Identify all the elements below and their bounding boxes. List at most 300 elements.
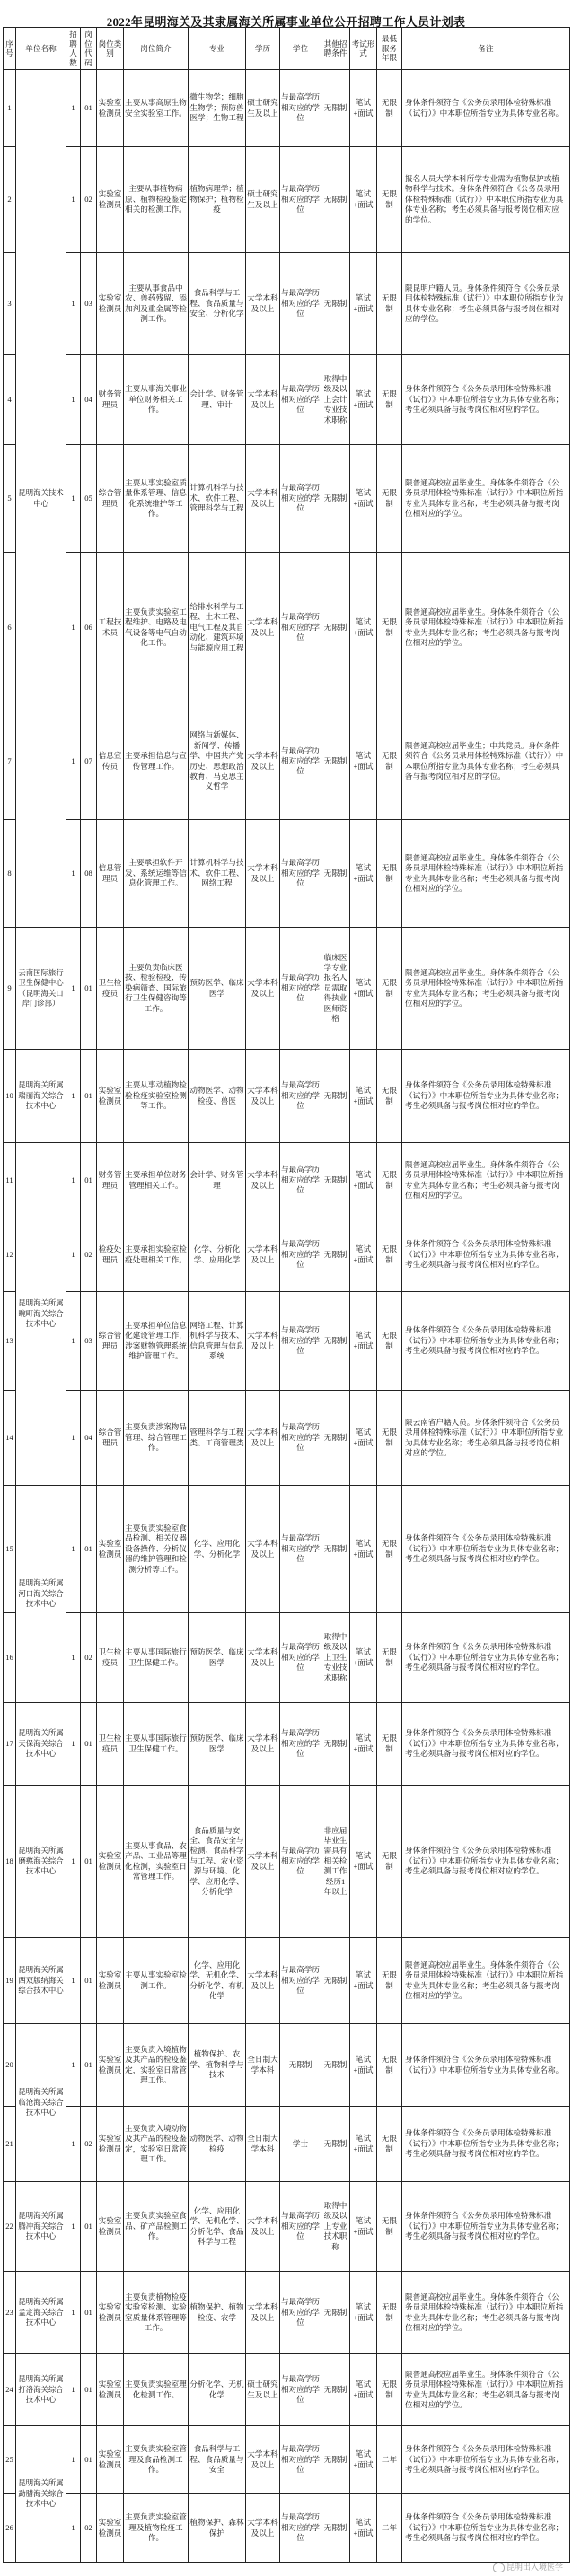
cell-intro: 主要承担信息与宣传管理工作。 xyxy=(124,703,189,820)
cell-note: 身体条件须符合《公务员录用体检特殊标准（试行）》中本职位所指专业为具体专业名称；考生必须具备与报考岗位相对应的学位。 xyxy=(402,1050,570,1143)
cell-count: 1 xyxy=(66,2107,81,2182)
cell-years: 无限制 xyxy=(377,820,402,928)
cell-count: 1 xyxy=(66,2354,81,2426)
cell-type: 实验室检测员 xyxy=(97,2107,124,2182)
cell-no: 2 xyxy=(4,147,16,253)
cell-exam: 笔试+面试 xyxy=(350,553,377,703)
cell-note: 身体条件须符合《公务员录用体检特殊标准（试行）》中本职位所指专业为具体专业名称；考生必须具备与报考岗位相对应的学位。 xyxy=(402,1218,570,1292)
wechat-logo-icon xyxy=(493,2563,505,2572)
cell-unit: 昆明海关所属孟定海关综合技术中心 xyxy=(16,2272,66,2354)
cell-note: 身体条件须符合《公务员录用体检特殊标准（试行）》中本职位所指专业为具体专业名称。 xyxy=(402,2024,570,2107)
cell-years: 无限制 xyxy=(377,2182,402,2272)
cell-count: 1 xyxy=(66,1938,81,2024)
cell-type: 实验室检测员 xyxy=(97,2494,124,2563)
cell-count: 1 xyxy=(66,553,81,703)
cell-other: 无限制 xyxy=(321,70,350,147)
cell-unit: 昆明海关所属打洛海关综合技术中心 xyxy=(16,2354,66,2426)
table-row xyxy=(4,1613,570,1703)
cell-note: 限云南省户籍人员。身体条件须符合《公务员录用体检特殊标准（试行）》中本职位所指专业为具体专业名称；考生必须具备与报考岗位相对应的学位。 xyxy=(402,1391,570,1486)
table-row xyxy=(4,1938,570,2024)
cell-edu: 全日制大学本科 xyxy=(246,2024,280,2107)
cell-edu: 全日制大学本科 xyxy=(246,2107,280,2182)
cell-exam: 笔试+面试 xyxy=(350,2272,377,2354)
cell-count: 1 xyxy=(66,2024,81,2107)
cell-count: 1 xyxy=(66,928,81,1050)
cell-other: 取得中级及以上专业技术职称 xyxy=(321,2182,350,2272)
cell-exam: 笔试+面试 xyxy=(350,147,377,253)
table-row xyxy=(4,445,570,553)
cell-other: 无限制 xyxy=(321,820,350,928)
table-row xyxy=(4,1391,570,1486)
cell-years: 无限制 xyxy=(377,1050,402,1143)
header-years: 最低服务年限 xyxy=(377,28,402,70)
cell-count: 1 xyxy=(66,1050,81,1143)
cell-code: 01 xyxy=(81,1703,97,1786)
cell-no: 3 xyxy=(4,253,16,355)
cell-unit: 昆明海关所属磨憨海关综合技术中心 xyxy=(16,1786,66,1938)
table-header-row xyxy=(4,28,570,70)
cell-years: 二年 xyxy=(377,2494,402,2563)
cell-type: 实验室检测员 xyxy=(97,2024,124,2107)
cell-code: 05 xyxy=(81,445,97,553)
cell-type: 实验室检测员 xyxy=(97,2354,124,2426)
cell-years: 无限制 xyxy=(377,1703,402,1786)
cell-intro: 主要从事高原生物安全实验室工作。 xyxy=(124,70,189,147)
table-row xyxy=(4,1786,570,1938)
cell-other: 无限制 xyxy=(321,2494,350,2563)
cell-intro: 主要负责实验室管理及植物检疫工作。 xyxy=(124,2494,189,2563)
cell-code: 02 xyxy=(81,1613,97,1703)
cell-edu: 大学本科及以上 xyxy=(246,2494,280,2563)
cell-years: 无限制 xyxy=(377,70,402,147)
cell-exam: 笔试+面试 xyxy=(350,2354,377,2426)
cell-type: 财务管理员 xyxy=(97,355,124,445)
cell-degree: 与最高学历相对应的学位 xyxy=(280,820,321,928)
header-intro: 岗位简介 xyxy=(124,28,189,70)
cell-no: 17 xyxy=(4,1703,16,1786)
cell-exam: 笔试+面试 xyxy=(350,1218,377,1292)
cell-years: 无限制 xyxy=(377,2107,402,2182)
cell-other: 无限制 xyxy=(321,1703,350,1786)
cell-years: 二年 xyxy=(377,2426,402,2494)
cell-count: 1 xyxy=(66,1292,81,1391)
cell-exam: 笔试+面试 xyxy=(350,355,377,445)
cell-major: 网络与新媒体、新闻学、传播学、中国共产党历史、思想政治教育、马克思主义哲学 xyxy=(189,703,246,820)
cell-count: 1 xyxy=(66,1486,81,1613)
header-degree: 学位 xyxy=(280,28,321,70)
cell-note: 身体条件须符合《公务员录用体检特殊标准（试行）》中本职位所指专业为具体专业名称；考生必须具备与报考岗位相对应的学位。 xyxy=(402,1786,570,1938)
cell-unit: 昆明海关所属腾冲海关综合技术中心 xyxy=(16,2182,66,2272)
cell-edu: 大学本科及以上 xyxy=(246,2426,280,2494)
cell-other: 无限制 xyxy=(321,1938,350,2024)
cell-years: 无限制 xyxy=(377,2024,402,2107)
cell-code: 01 xyxy=(81,1938,97,2024)
cell-edu: 大学本科及以上 xyxy=(246,553,280,703)
cell-type: 卫生检疫员 xyxy=(97,928,124,1050)
cell-count: 1 xyxy=(66,2494,81,2563)
cell-note: 限普通高校应届毕业生。身体条件须符合《公务员录用体检特殊标准（试行）》中本职位所指专业为具体专业名称；考生必须具备与报考岗位相对应的学位。 xyxy=(402,1938,570,2024)
cell-other: 无限制 xyxy=(321,253,350,355)
cell-no: 24 xyxy=(4,2354,16,2426)
cell-no: 26 xyxy=(4,2494,16,2563)
cell-edu: 大学本科及以上 xyxy=(246,445,280,553)
cell-intro: 主要承担软件开发、系统运维等信息化管理工作。 xyxy=(124,820,189,928)
cell-code: 01 xyxy=(81,2426,97,2494)
cell-edu: 大学本科及以上 xyxy=(246,1703,280,1786)
cell-exam: 笔试+面试 xyxy=(350,70,377,147)
table-row xyxy=(4,147,570,253)
cell-exam: 笔试+面试 xyxy=(350,2024,377,2107)
cell-major: 微生物学；细胞生物学；预防兽医学；生物工程 xyxy=(189,70,246,147)
cell-intro: 主要负责实验室理化检测工作。 xyxy=(124,2354,189,2426)
cell-no: 6 xyxy=(4,553,16,703)
table-body xyxy=(4,70,570,2563)
cell-major: 食品科学与工程、食品质量与安全、分析化学 xyxy=(189,253,246,355)
cell-degree: 与最高学历相对应的学位 xyxy=(280,553,321,703)
cell-type: 实验室检测员 xyxy=(97,1786,124,1938)
table-row xyxy=(4,1486,570,1613)
cell-degree: 与最高学历相对应的学位 xyxy=(280,928,321,1050)
table-row xyxy=(4,1218,570,1292)
cell-count: 1 xyxy=(66,70,81,147)
cell-intro: 主要从事海关事业单位财务相关工作。 xyxy=(124,355,189,445)
cell-intro: 主要负责实验室食品、矿产品检测工作。 xyxy=(124,2182,189,2272)
cell-other: 无限制 xyxy=(321,2024,350,2107)
cell-other: 无限制 xyxy=(321,2354,350,2426)
cell-note: 限普通高校应届毕业生。身体条件须符合《公务员录用体检特殊标准（试行）》中本职位所指专业为具体专业名称；考生必须具备与报考岗位相对应的学位。 xyxy=(402,928,570,1050)
header-edu: 学历 xyxy=(246,28,280,70)
cell-intro: 主要承担单位财务管理相关工作。 xyxy=(124,1143,189,1218)
cell-major: 预防医学、临床医学 xyxy=(189,1703,246,1786)
cell-other: 无限制 xyxy=(321,147,350,253)
cell-type: 实验室检测员 xyxy=(97,2272,124,2354)
cell-years: 无限制 xyxy=(377,253,402,355)
cell-degree: 与最高学历相对应的学位 xyxy=(280,1786,321,1938)
cell-edu: 大学本科及以上 xyxy=(246,1938,280,2024)
table-row xyxy=(4,2182,570,2272)
cell-intro: 主要负责临床医技、检验检疫、传染病筛查、国际旅行卫生保健咨询等工作。 xyxy=(124,928,189,1050)
cell-type: 实验室检测员 xyxy=(97,1938,124,2024)
cell-count: 1 xyxy=(66,820,81,928)
cell-edu: 大学本科及以上 xyxy=(246,253,280,355)
cell-no: 18 xyxy=(4,1786,16,1938)
cell-edu: 硕士研究生及以上 xyxy=(246,147,280,253)
cell-note: 限普通高校应届毕业生。身体条件须符合《公务员录用体检特殊标准（试行）》中本职位所指专业为具体专业名称；考生必须具备与报考岗位相对应的学位。 xyxy=(402,553,570,703)
cell-major: 管理科学与工程类、工商管理类 xyxy=(189,1391,246,1486)
cell-edu: 大学本科及以上 xyxy=(246,1786,280,1938)
cell-edu: 大学本科及以上 xyxy=(246,1613,280,1703)
cell-exam: 笔试+面试 xyxy=(350,1050,377,1143)
cell-years: 无限制 xyxy=(377,703,402,820)
cell-no: 16 xyxy=(4,1613,16,1703)
cell-other: 无限制 xyxy=(321,1143,350,1218)
cell-intro: 主要承担单位信息化建设管理工作，涉案财物管理系统维护管理工作。 xyxy=(124,1292,189,1391)
watermark-text: 昆明出入境医学 xyxy=(506,2562,563,2572)
cell-note: 身体条件须符合《公务员录用体检特殊标准（试行）》中本职位所指专业为具体专业名称；考生必须具备与报考岗位相对应的学位。 xyxy=(402,1292,570,1391)
cell-degree: 与最高学历相对应的学位 xyxy=(280,1050,321,1143)
cell-exam: 笔试+面试 xyxy=(350,1938,377,2024)
cell-exam: 笔试+面试 xyxy=(350,2107,377,2182)
cell-code: 02 xyxy=(81,2107,97,2182)
cell-code: 08 xyxy=(81,820,97,928)
cell-degree: 与最高学历相对应的学位 xyxy=(280,355,321,445)
cell-edu: 大学本科及以上 xyxy=(246,703,280,820)
header-type: 岗位类别 xyxy=(97,28,124,70)
cell-degree: 与最高学历相对应的学位 xyxy=(280,1292,321,1391)
cell-code: 02 xyxy=(81,2494,97,2563)
table-row xyxy=(4,1050,570,1143)
cell-unit: 昆明海关所属西双版纳海关综合技术中心 xyxy=(16,1938,66,2024)
cell-note: 限昆明户籍人员。身体条件须符合《公务员录用体检特殊标准（试行）》中本职位所指专业为具体专业名称；考生必须具备与报考岗位相对应的学位。 xyxy=(402,253,570,355)
cell-intro: 主要从事实验室质量体系管理、信息化系统维护等工作。 xyxy=(124,445,189,553)
cell-intro: 主要从事食品中农、兽药残留、添加剂及重金属等检测工作。 xyxy=(124,253,189,355)
cell-major: 植物病理学；植物保护；植物检疫 xyxy=(189,147,246,253)
cell-code: 02 xyxy=(81,147,97,253)
cell-intro: 主要从事国际旅行卫生保健工作。 xyxy=(124,1613,189,1703)
table-row xyxy=(4,1703,570,1786)
cell-exam: 笔试+面试 xyxy=(350,1703,377,1786)
cell-years: 无限制 xyxy=(377,1938,402,2024)
cell-major: 植物保护、农学、植物科学与技术 xyxy=(189,2024,246,2107)
cell-note: 身体条件须符合《公务员录用体检特殊标准（试行）》中本职位所指专业为具体专业名称；考生必须具备与报考岗位相对应的学位。 xyxy=(402,2182,570,2272)
cell-type: 综合管理员 xyxy=(97,1391,124,1486)
cell-edu: 大学本科及以上 xyxy=(246,928,280,1050)
cell-intro: 主要从事动植物检验检疫实验室检测等工作。 xyxy=(124,1050,189,1143)
cell-major: 化学、应用化学、无机化学、分析化学、食品科学与工程 xyxy=(189,2182,246,2272)
cell-other: 取得中级及以上卫生专业技术职称 xyxy=(321,1613,350,1703)
cell-years: 无限制 xyxy=(377,1143,402,1218)
cell-major: 化学、应用化学、无机化学、分析化学、有机化学 xyxy=(189,1938,246,2024)
cell-count: 1 xyxy=(66,703,81,820)
cell-note: 身体条件须符合《公务员录用体检特殊标准（试行）》中本职位所指专业为具体专业名称；考生必须具备与报考岗位相对应的学位。 xyxy=(402,2107,570,2182)
cell-other: 无限制 xyxy=(321,2272,350,2354)
table-row xyxy=(4,253,570,355)
cell-other: 无限制 xyxy=(321,1486,350,1613)
cell-no: 9 xyxy=(4,928,16,1050)
cell-exam: 笔试+面试 xyxy=(350,703,377,820)
header-no: 序号 xyxy=(4,28,16,70)
cell-other: 无限制 xyxy=(321,2107,350,2182)
cell-no: 23 xyxy=(4,2272,16,2354)
cell-count: 1 xyxy=(66,355,81,445)
cell-years: 无限制 xyxy=(377,445,402,553)
cell-unit: 云南国际旅行卫生保健中心（昆明海关口岸门诊部） xyxy=(16,928,66,1050)
cell-edu: 大学本科及以上 xyxy=(246,1391,280,1486)
cell-major: 预防医学、临床医学 xyxy=(189,1613,246,1703)
cell-degree: 与最高学历相对应的学位 xyxy=(280,1486,321,1613)
cell-note: 身体条件须符合《公务员录用体检特殊标准（试行）》中本职位所指专业为具体专业名称。 xyxy=(402,70,570,147)
cell-intro: 主要承担实验室检疫处理相关工作。 xyxy=(124,1218,189,1292)
cell-intro: 主要负责实验室食品检测、相关仪器设备操作、分析仪器的维护管理和检测分析等工作。 xyxy=(124,1486,189,1613)
cell-intro: 主要负责实验室管理及食品检测工作。 xyxy=(124,2426,189,2494)
cell-years: 无限制 xyxy=(377,1218,402,1292)
cell-note: 身体条件须符合《公务员录用体检特殊标准（试行）》中本职位所指专业为具体专业名称；考生必须具备与报考岗位相对应的学位。 xyxy=(402,1486,570,1613)
cell-count: 1 xyxy=(66,1786,81,1938)
cell-type: 综合管理员 xyxy=(97,1292,124,1391)
table-row xyxy=(4,703,570,820)
cell-years: 无限制 xyxy=(377,1391,402,1486)
cell-other: 取得中级及以上会计专业技术职称 xyxy=(321,355,350,445)
cell-major: 植物保护、植物检疫、农学 xyxy=(189,2272,246,2354)
table-row xyxy=(4,2024,570,2107)
cell-years: 无限制 xyxy=(377,355,402,445)
cell-code: 01 xyxy=(81,2024,97,2107)
cell-type: 卫生检疫员 xyxy=(97,1703,124,1786)
cell-type: 实验室检测员 xyxy=(97,2426,124,2494)
cell-type: 卫生检疫员 xyxy=(97,1613,124,1703)
header-code: 岗位代码 xyxy=(81,28,97,70)
cell-other: 无限制 xyxy=(321,703,350,820)
cell-degree: 与最高学历相对应的学位 xyxy=(280,1143,321,1218)
cell-code: 07 xyxy=(81,703,97,820)
cell-exam: 笔试+面试 xyxy=(350,928,377,1050)
table-row xyxy=(4,2426,570,2494)
cell-exam: 笔试+面试 xyxy=(350,253,377,355)
cell-code: 01 xyxy=(81,2354,97,2426)
cell-intro: 主要负责植物检疫实验室检测、实验室质量体系管理等工作。 xyxy=(124,2272,189,2354)
cell-code: 01 xyxy=(81,928,97,1050)
cell-intro: 主要负责实验室工程维护、电路及电气设备等电气自动化工作。 xyxy=(124,553,189,703)
cell-major: 会计学、财务管理 xyxy=(189,1143,246,1218)
cell-degree: 与最高学历相对应的学位 xyxy=(280,2494,321,2563)
header-major: 专业 xyxy=(189,28,246,70)
cell-count: 1 xyxy=(66,2272,81,2354)
cell-unit: 昆明海关所属临沧海关综合技术中心 xyxy=(16,2024,66,2182)
cell-code: 01 xyxy=(81,1050,97,1143)
cell-no: 4 xyxy=(4,355,16,445)
header-unit: 单位名称 xyxy=(16,28,66,70)
cell-no: 1 xyxy=(4,70,16,147)
cell-years: 无限制 xyxy=(377,1613,402,1703)
cell-major: 分析化学、无机化学 xyxy=(189,2354,246,2426)
header-other: 其他招聘条件 xyxy=(321,28,350,70)
recruitment-table-wrapper xyxy=(3,27,569,2563)
table-row xyxy=(4,70,570,147)
cell-degree: 与最高学历相对应的学位 xyxy=(280,70,321,147)
cell-no: 19 xyxy=(4,1938,16,2024)
cell-note: 限普通高校应届毕业生。身体条件须符合《公务员录用体检特殊标准（试行）》中本职位所指专业为具体专业名称；考生必须具备与报考岗位相对应的学位。 xyxy=(402,2354,570,2426)
cell-count: 1 xyxy=(66,1218,81,1292)
cell-no: 5 xyxy=(4,445,16,553)
cell-code: 01 xyxy=(81,1486,97,1613)
cell-type: 检疫处理员 xyxy=(97,1218,124,1292)
cell-degree: 与最高学历相对应的学位 xyxy=(280,2182,321,2272)
cell-note: 身体条件须符合《公务员录用体检特殊标准（试行）》中本职位所指专业为具体专业名称；考生必须具备与报考岗位相对应的学位。 xyxy=(402,2426,570,2494)
cell-major: 食品科学与工程、食品质量与安全 xyxy=(189,2426,246,2494)
cell-no: 25 xyxy=(4,2426,16,2494)
cell-other: 无限制 xyxy=(321,1218,350,1292)
cell-intro: 主要负责涉案物品管理、综合管理工作。 xyxy=(124,1391,189,1486)
cell-major: 植物保护、森林保护 xyxy=(189,2494,246,2563)
cell-exam: 笔试+面试 xyxy=(350,1486,377,1613)
cell-code: 01 xyxy=(81,1143,97,1218)
cell-no: 10 xyxy=(4,1050,16,1143)
table-row xyxy=(4,928,570,1050)
cell-intro: 主要从事实验室检测工作。 xyxy=(124,1938,189,2024)
cell-other: 无限制 xyxy=(321,2426,350,2494)
cell-note: 限普通高校应届毕业生。身体条件须符合《公务员录用体检特殊标准（试行）》中本职位所指专业为具体专业名称；考生必须具备与报考岗位相对应的学位。 xyxy=(402,445,570,553)
cell-unit: 昆明海关所属瑞丽海关综合技术中心 xyxy=(16,1050,66,1143)
cell-edu: 硕士研究生及以上 xyxy=(246,2354,280,2426)
cell-years: 无限制 xyxy=(377,928,402,1050)
cell-degree: 与最高学历相对应的学位 xyxy=(280,147,321,253)
cell-major: 给排水科学与工程、土木工程、电气工程及其自动化、建筑环境与能源应用工程 xyxy=(189,553,246,703)
cell-type: 工程技术员 xyxy=(97,553,124,703)
cell-note: 限普通高校应届毕业生。身体条件须符合《公务员录用体检特殊标准（试行）》中本职位所指专业为具体专业名称；考生必须具备与报考岗位相对应的学位。 xyxy=(402,2272,570,2354)
cell-type: 综合管理员 xyxy=(97,445,124,553)
cell-type: 财务管理员 xyxy=(97,1143,124,1218)
cell-edu: 大学本科及以上 xyxy=(246,1050,280,1143)
cell-count: 1 xyxy=(66,445,81,553)
table-row xyxy=(4,2354,570,2426)
cell-major: 化学、应用化学、分析化学 xyxy=(189,1486,246,1613)
cell-other: 无限制 xyxy=(321,1391,350,1486)
cell-no: 15 xyxy=(4,1486,16,1613)
table-row xyxy=(4,1143,570,1218)
cell-no: 7 xyxy=(4,703,16,820)
cell-major: 计算机科学与技术、软件工程、网络工程 xyxy=(189,820,246,928)
table-row xyxy=(4,553,570,703)
cell-major: 预防医学、临床医学 xyxy=(189,928,246,1050)
watermark xyxy=(493,2561,563,2572)
cell-other: 无限制 xyxy=(321,553,350,703)
cell-code: 01 xyxy=(81,2182,97,2272)
cell-no: 14 xyxy=(4,1391,16,1486)
cell-exam: 笔试+面试 xyxy=(350,1613,377,1703)
cell-no: 11 xyxy=(4,1143,16,1218)
cell-note: 报名人员大学本科所学专业需为植物保护或植物科学与技术。身体条件须符合《公务员录用体检特殊标准（试行）》中本职位所指专业为具体专业名称；考生必须具备与报考岗位相对应的学位。 xyxy=(402,147,570,253)
cell-code: 01 xyxy=(81,2272,97,2354)
cell-code: 01 xyxy=(81,70,97,147)
cell-degree: 学士 xyxy=(280,2107,321,2182)
cell-exam: 笔试+面试 xyxy=(350,2182,377,2272)
cell-edu: 大学本科及以上 xyxy=(246,1292,280,1391)
cell-note: 限普通高校应届毕业生。身体条件须符合《公务员录用体检特殊标准（试行）》中本职位所指专业为具体专业名称；考生必须具备与报考岗位相对应的学位。 xyxy=(402,1143,570,1218)
cell-exam: 笔试+面试 xyxy=(350,2426,377,2494)
cell-type: 实验室检测员 xyxy=(97,253,124,355)
cell-major: 化学、分析化学、应用化学 xyxy=(189,1218,246,1292)
cell-note: 限普通高校应届毕业生；中共党员。身体条件须符合《公务员录用体检特殊标准（试行）》中本职位所指专业为具体专业名称；考生必须具备与报考岗位相对应的学位。 xyxy=(402,703,570,820)
cell-unit: 昆明海关所属畹町海关综合技术中心 xyxy=(16,1143,66,1486)
cell-degree: 与最高学历相对应的学位 xyxy=(280,703,321,820)
cell-code: 01 xyxy=(81,1786,97,1938)
cell-code: 03 xyxy=(81,253,97,355)
cell-degree: 与最高学历相对应的学位 xyxy=(280,1703,321,1786)
cell-count: 1 xyxy=(66,1143,81,1218)
cell-type: 实验室检测员 xyxy=(97,1050,124,1143)
cell-count: 1 xyxy=(66,147,81,253)
cell-type: 实验室检测员 xyxy=(97,1486,124,1613)
cell-count: 1 xyxy=(66,2182,81,2272)
cell-exam: 笔试+面试 xyxy=(350,1143,377,1218)
cell-note: 身体条件须符合《公务员录用体检特殊标准（试行）》中本职位所指专业为具体专业名称；考生必须具备与报考岗位相对应的学位。 xyxy=(402,355,570,445)
cell-no: 13 xyxy=(4,1292,16,1391)
cell-exam: 笔试+面试 xyxy=(350,2494,377,2563)
cell-no: 12 xyxy=(4,1218,16,1292)
cell-years: 无限制 xyxy=(377,2354,402,2426)
page-title: 2022年昆明海关及其隶属海关所属事业单位公开招聘工作人员计划表 xyxy=(106,15,466,29)
table-row xyxy=(4,820,570,928)
table-row xyxy=(4,2272,570,2354)
table-row xyxy=(4,1292,570,1391)
cell-note: 身体条件须符合《公务员录用体检特殊标准（试行）》中本职位所指专业为具体专业名称；考生必须具备与报考岗位相对应的学位。 xyxy=(402,2494,570,2563)
cell-code: 04 xyxy=(81,355,97,445)
cell-intro: 主要从事国际旅行卫生保健工作。 xyxy=(124,1703,189,1786)
cell-note: 身体条件须符合《公务员录用体检特殊标准（试行）》中本职位所指专业为具体专业名称；考生必须具备与报考岗位相对应的学位。 xyxy=(402,1703,570,1786)
cell-unit: 昆明海关所属河口海关综合技术中心 xyxy=(16,1486,66,1703)
cell-edu: 硕士研究生及以上 xyxy=(246,70,280,147)
cell-other: 无限制 xyxy=(321,1292,350,1391)
